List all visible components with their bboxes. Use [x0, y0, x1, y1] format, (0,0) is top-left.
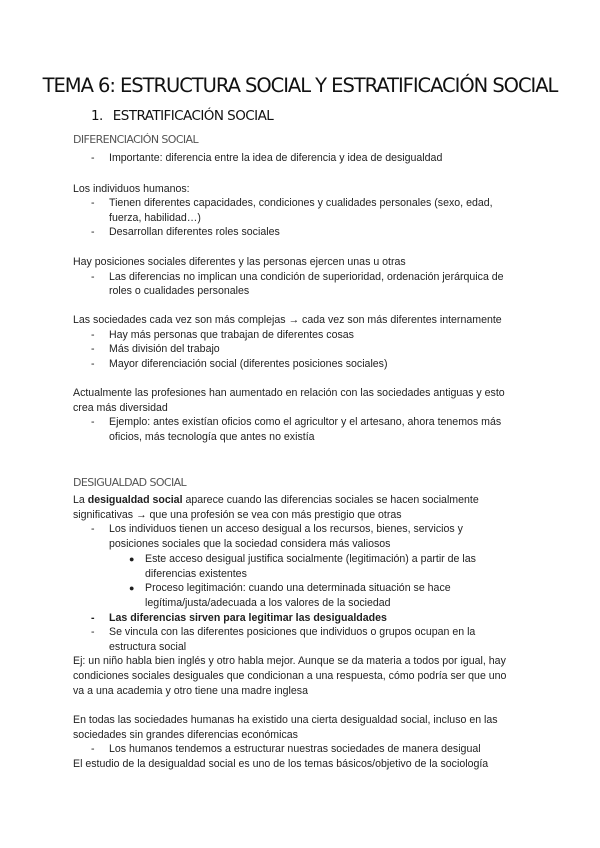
dash-bullet: -: [91, 152, 95, 164]
list-item-cont: estructura social: [109, 641, 187, 653]
dash-bullet: -: [91, 197, 95, 209]
sub-list-item-cont: diferencias existentes: [145, 568, 247, 580]
paragraph: [73, 492, 479, 508]
section-number: 1.: [91, 108, 103, 124]
subheading-diferenciacion: DIFERENCIACIÓN SOCIAL: [73, 133, 198, 146]
list-item: Los humanos tendemos a estructurar nuestras sociedades de manera desigual: [109, 743, 481, 755]
list-item: Tienen diferentes capacidades, condiciones y cualidades personales (sexo, edad,: [109, 197, 493, 209]
paragraph-cont: sociedades sin grandes diferencias económicas: [73, 729, 298, 741]
paragraph-cont: crea más diversidad: [73, 402, 168, 414]
dash-bullet: -: [91, 358, 95, 370]
list-item: Los individuos tienen un acceso desigual a los recursos, bienes, servicios y: [109, 523, 463, 535]
dash-bullet: -: [91, 743, 95, 755]
paragraph: Las sociedades cada vez son más complejas → cada vez son más diferentes internamente: [73, 314, 502, 326]
section-title: ESTRATIFICACIÓN SOCIAL: [112, 108, 274, 124]
paragraph: El estudio de la desigualdad social es uno de los temas básicos/objetivo de la sociología: [73, 758, 489, 770]
paragraph: Los individuos humanos:: [73, 183, 190, 195]
bullet-dot: ●: [129, 554, 135, 564]
text-run: aparece cuando las diferencias sociales se hacen socialmente: [182, 494, 479, 506]
dash-bullet: -: [91, 343, 95, 355]
list-item: Importante: diferencia entre la idea de diferencia y idea de desigualdad: [109, 152, 443, 164]
dash-bullet: -: [91, 416, 95, 428]
paragraph: En todas las sociedades humanas ha existido una cierta desigualdad social, incluso en las: [73, 714, 498, 726]
bullet-dot: ●: [129, 583, 135, 593]
paragraph-cont: condiciones sociales desiguales que condicionan a una respuesta, cómo podría ser que uno: [73, 670, 507, 682]
list-item: Se vincula con las diferentes posiciones que individuos o grupos ocupan en la: [109, 626, 476, 638]
document-title: TEMA 6: ESTRUCTURA SOCIAL Y ESTRATIFICACIÓN SOCIAL: [42, 74, 558, 97]
list-item-cont: oficios, más tecnología que antes no existía: [109, 431, 315, 443]
list-item: Más división del trabajo: [109, 343, 220, 355]
list-item-cont: roles o cualidades personales: [109, 285, 250, 297]
sub-list-item: Proceso legitimación: cuando una determinada situación se hace: [145, 582, 451, 594]
list-item: Ejemplo: antes existían oficios como el agricultor y el artesano, ahora tenemos más: [109, 416, 502, 428]
paragraph: Hay posiciones sociales diferentes y las personas ejercen unas u otras: [73, 256, 406, 268]
dash-bullet: -: [91, 523, 95, 535]
paragraph-cont: significativas → que una profesión se vea con más prestigio que otras: [73, 509, 402, 521]
dash-bullet: -: [91, 626, 95, 638]
sub-list-item-cont: legítima/justa/adecuada a los valores de la sociedad: [145, 597, 391, 609]
paragraph: Actualmente las profesiones han aumentado en relación con las sociedades antiguas y esto: [73, 387, 505, 399]
section-heading: [91, 108, 273, 124]
subheading-desigualdad: DESIGUALDAD SOCIAL: [73, 476, 187, 489]
list-item: Desarrollan diferentes roles sociales: [109, 226, 280, 238]
paragraph: Ej: un niño habla bien inglés y otro habla mejor. Aunque se da materia a todos por igual, hay: [73, 655, 506, 667]
dash-bullet: -: [91, 226, 95, 238]
paragraph-cont: va a una academia y otro tiene una madre inglesa: [73, 685, 308, 697]
list-item: Mayor diferenciación social (diferentes posiciones sociales): [109, 358, 388, 370]
list-item-cont: posiciones sociales que la sociedad considera más valiosos: [109, 538, 391, 550]
text-run: La: [73, 494, 88, 506]
bold-term: desigualdad social: [87, 494, 183, 506]
list-item: Las diferencias no implican una condición de superioridad, ordenación jerárquica de: [109, 271, 504, 283]
dash-bullet: -: [91, 612, 95, 624]
dash-bullet: -: [91, 271, 95, 283]
list-item-bold: Las diferencias sirven para legitimar las desigualdades: [109, 612, 387, 624]
list-item-cont: fuerza, habilidad…): [109, 212, 201, 224]
list-item: Hay más personas que trabajan de diferentes cosas: [109, 329, 354, 341]
sub-list-item: Este acceso desigual justifica socialmente (legitimación) a partir de las: [145, 553, 476, 565]
dash-bullet: -: [91, 329, 95, 341]
